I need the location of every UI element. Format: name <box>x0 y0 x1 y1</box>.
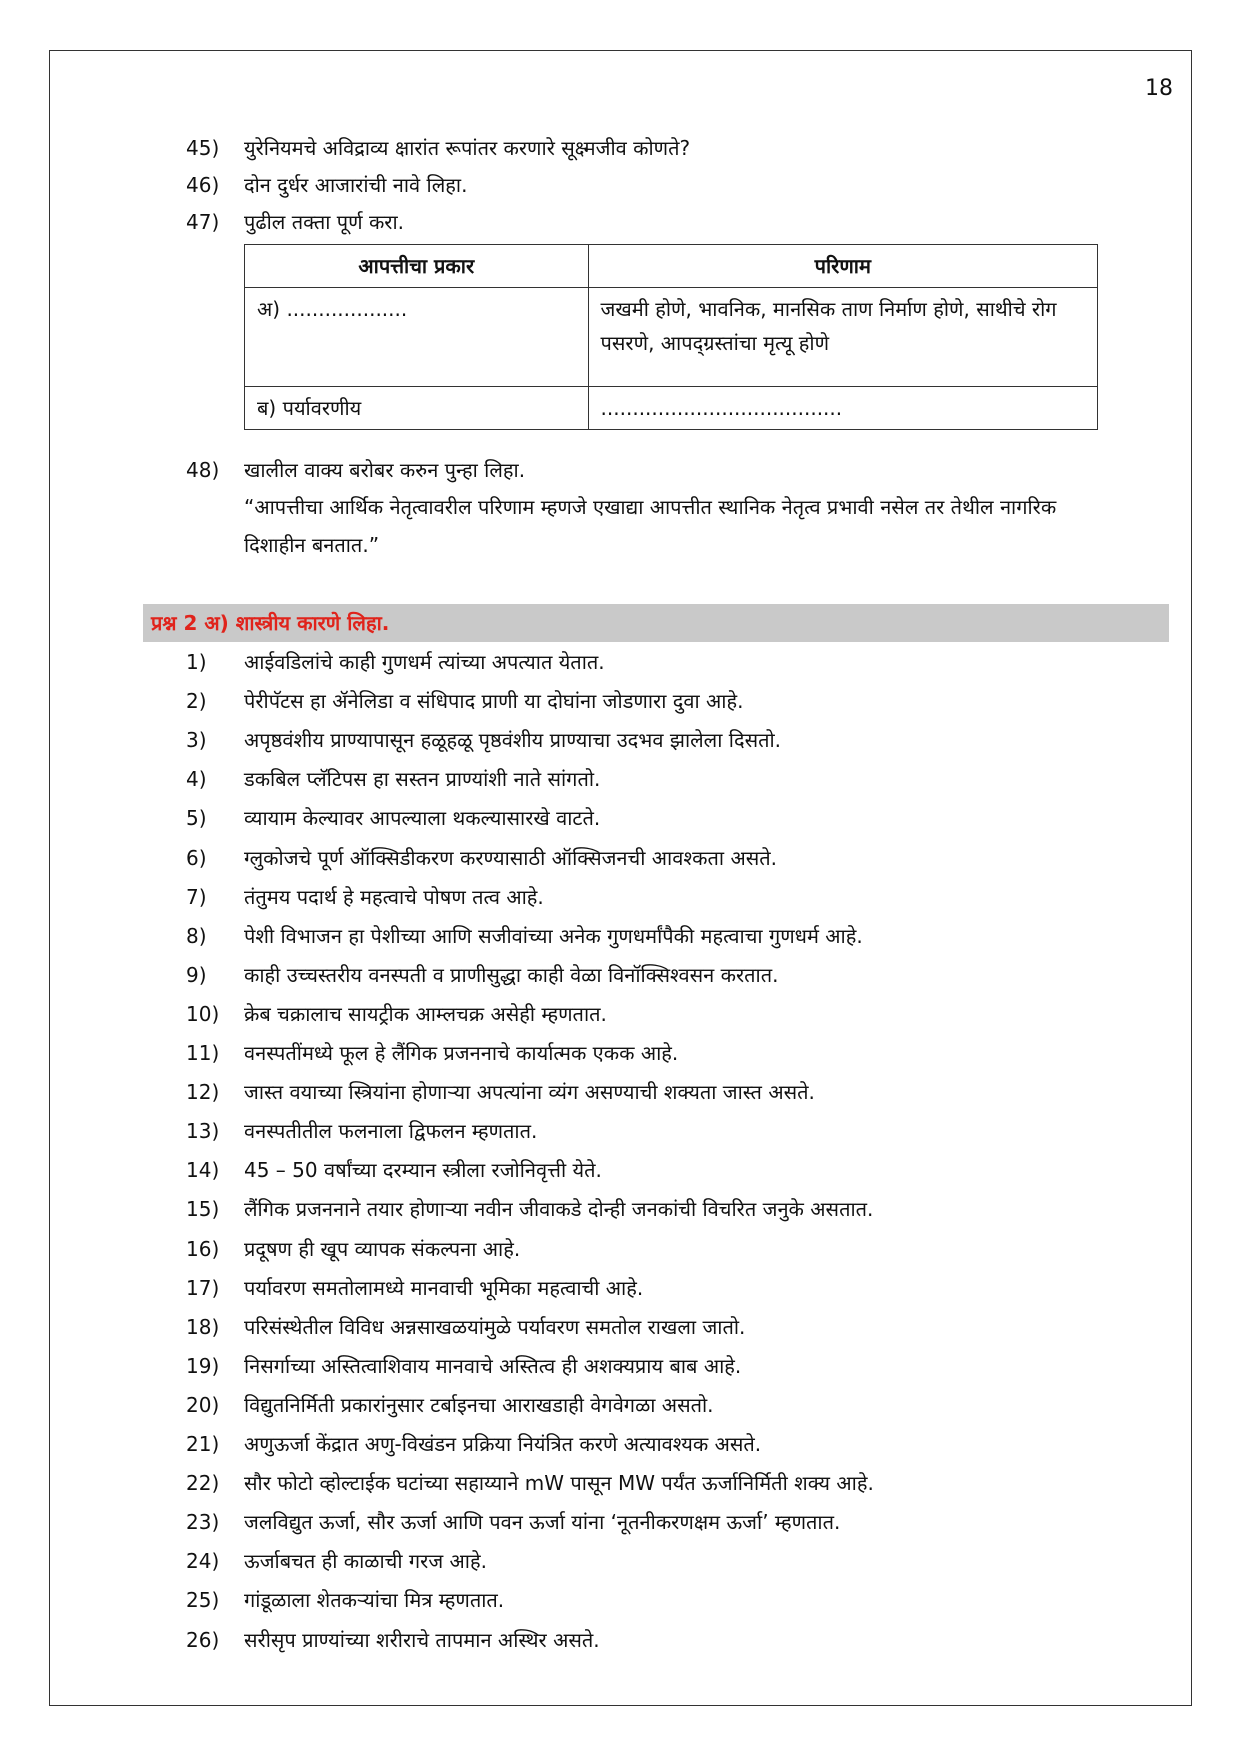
question-48-quote: “आपत्तीचा आर्थिक नेतृत्वावरील परिणाम म्हणजे एखाद्या आपत्तीत स्थानिक नेतृत्व प्रभावी नसेल तर तेथील नागरिक दिशाहीन बनतात.” <box>244 495 1057 557</box>
list-item-text: पेशी विभाजन हा पेशीच्या आणि सजीवांच्या अनेक गुणधर्मांपैकी महत्वाचा गुणधर्म आहे. <box>244 924 863 948</box>
list-item-text: सरीसृप प्राण्यांच्या शरीराचे तापमान अस्थिर असते. <box>244 1628 600 1652</box>
list-item-text: प्रदूषण ही खूप व्यापक संकल्पना आहे. <box>244 1237 521 1261</box>
list-item-number: 10) <box>186 1002 220 1026</box>
list-item-number: 4) <box>186 767 207 791</box>
table-cell: ब) पर्यावरणीय <box>245 387 589 430</box>
list-item-number: 3) <box>186 728 207 752</box>
list-item-text: 45 – 50 वर्षांच्या दरम्यान स्त्रीला रजोनिवृत्ती येते. <box>244 1158 602 1182</box>
question-number: 47) <box>186 210 220 234</box>
list-item-text: जलविद्युत ऊर्जा, सौर ऊर्जा आणि पवन ऊर्जा यांना ‘नूतनीकरणक्षम ऊर्जा’ म्हणतात. <box>244 1510 841 1534</box>
table-cell: अ) ................... <box>245 288 589 387</box>
list-item-text: पेरीपॅटस हा ॲनेलिडा व संधिपाद प्राणी या दोघांना जोडणारा दुवा आहे. <box>244 689 744 713</box>
table-cell: ...................................... <box>588 387 1097 430</box>
list-item-text: निसर्गाच्या अस्तित्वाशिवाय मानवाचे अस्तित्व ही अशक्यप्राय बाब आहे. <box>244 1354 742 1378</box>
list-item-number: 12) <box>186 1080 220 1104</box>
list-item-number: 25) <box>186 1588 220 1612</box>
list-item-text: तंतुमय पदार्थ हे महत्वाचे पोषण तत्व आहे. <box>244 885 544 909</box>
list-item-number: 2) <box>186 689 207 713</box>
question-number: 48) <box>186 458 220 482</box>
list-item-number: 17) <box>186 1276 220 1300</box>
list-item-number: 8) <box>186 924 207 948</box>
question-number: 46) <box>186 173 220 197</box>
list-item-number: 23) <box>186 1510 220 1534</box>
list-item-text: डकबिल प्लॅटिपस हा सस्तन प्राण्यांशी नाते सांगतो. <box>244 767 601 791</box>
question-text: पुढील तक्ता पूर्ण करा. <box>244 210 405 234</box>
list-item-number: 5) <box>186 806 207 830</box>
question-text: दोन दुर्धर आजारांची नावे लिहा. <box>244 173 468 197</box>
table-row <box>245 387 1098 430</box>
list-item-text: विद्युतनिर्मिती प्रकारांनुसार टर्बाइनचा आराखडाही वेगवेगळा असतो. <box>244 1393 714 1417</box>
list-item-text: वनस्पतीतील फलनाला द्विफलन म्हणतात. <box>244 1119 538 1143</box>
list-item-number: 20) <box>186 1393 220 1417</box>
list-item-number: 15) <box>186 1197 220 1221</box>
list-item-text: सौर फोटो व्होल्टाईक घटांच्या सहाय्याने mW पासून MW पर्यंत ऊर्जानिर्मिती शक्य आहे. <box>244 1471 874 1495</box>
table-header-cell: परिणाम <box>588 245 1097 288</box>
table-row <box>245 288 1098 387</box>
list-item-number: 11) <box>186 1041 220 1065</box>
section-header: प्रश्न 2 अ) शास्त्रीय कारणे लिहा. <box>143 604 1169 642</box>
list-item-number: 22) <box>186 1471 220 1495</box>
list-item-text: क्रेब चक्रालाच सायट्रीक आम्लचक्र असेही म्हणतात. <box>244 1002 607 1026</box>
list-item-number: 16) <box>186 1237 220 1261</box>
disaster-effects-table <box>244 244 1098 430</box>
list-item-number: 1) <box>186 650 207 674</box>
list-item-text: काही उच्चस्तरीय वनस्पती व प्राणीसुद्धा काही वेळा विनॉक्सिश्वसन करतात. <box>244 963 779 987</box>
list-item-number: 21) <box>186 1432 220 1456</box>
list-item-number: 13) <box>186 1119 220 1143</box>
page-number: 18 <box>1145 76 1173 101</box>
list-item-number: 24) <box>186 1549 220 1573</box>
list-item-text: वनस्पतींमध्ये फूल हे लैंगिक प्रजननाचे कार्यात्मक एकक आहे. <box>244 1041 679 1065</box>
list-item-text: गांडूळाला शेतकऱ्यांचा मित्र म्हणतात. <box>244 1588 505 1612</box>
list-item-text: व्यायाम केल्यावर आपल्याला थकल्यासारखे वाटते. <box>244 806 601 830</box>
question-text: खालील वाक्य बरोबर करुन पुन्हा लिहा. <box>244 458 526 482</box>
table-header-row <box>245 245 1098 288</box>
question-number: 45) <box>186 136 220 160</box>
list-item-number: 9) <box>186 963 207 987</box>
list-item-text: अपृष्ठवंशीय प्राण्यापासून हळूहळू पृष्ठवंशीय प्राण्याचा उदभव झालेला दिसतो. <box>244 728 782 752</box>
list-item-text: ऊर्जाबचत ही काळाची गरज आहे. <box>244 1549 487 1573</box>
list-item-text: आईवडिलांचे काही गुणधर्म त्यांच्या अपत्यात येतात. <box>244 650 605 674</box>
list-item-number: 7) <box>186 885 207 909</box>
question-text: युरेनियमचे अविद्राव्य क्षारांत रूपांतर करणारे सूक्ष्मजीव कोणते? <box>244 136 691 160</box>
list-item-number: 6) <box>186 846 207 870</box>
list-item-text: जास्त वयाच्या स्त्रियांना होणाऱ्या अपत्यांना व्यंग असण्याची शक्यता जास्त असते. <box>244 1080 815 1104</box>
table-header-cell: आपत्तीचा प्रकार <box>245 245 589 288</box>
list-item-number: 14) <box>186 1158 220 1182</box>
list-item-text: अणुऊर्जा केंद्रात अणु-विखंडन प्रक्रिया नियंत्रित करणे अत्यावश्यक असते. <box>244 1432 762 1456</box>
list-item-text: लैंगिक प्रजननाने तयार होणाऱ्या नवीन जीवाकडे दोन्ही जनकांची विचरित जनुके असतात. <box>244 1197 874 1221</box>
list-item-text: परिसंस्थेतील विविध अन्नसाखळयांमुळे पर्यावरण समतोल राखला जातो. <box>244 1315 746 1339</box>
list-item-number: 18) <box>186 1315 220 1339</box>
table-cell: जखमी होणे, भावनिक, मानसिक ताण निर्माण होणे, साथीचे रोग पसरणे, आपद्ग्रस्तांचा मृत्यू होणे <box>588 288 1097 387</box>
list-item-number: 26) <box>186 1628 220 1652</box>
list-item-number: 19) <box>186 1354 220 1378</box>
list-item-text: ग्लुकोजचे पूर्ण ऑक्सिडीकरण करण्यासाठी ऑक्सिजनची आवश्कता असते. <box>244 846 778 870</box>
list-item-text: पर्यावरण समतोलामध्ये मानवाची भूमिका महत्वाची आहे. <box>244 1276 644 1300</box>
